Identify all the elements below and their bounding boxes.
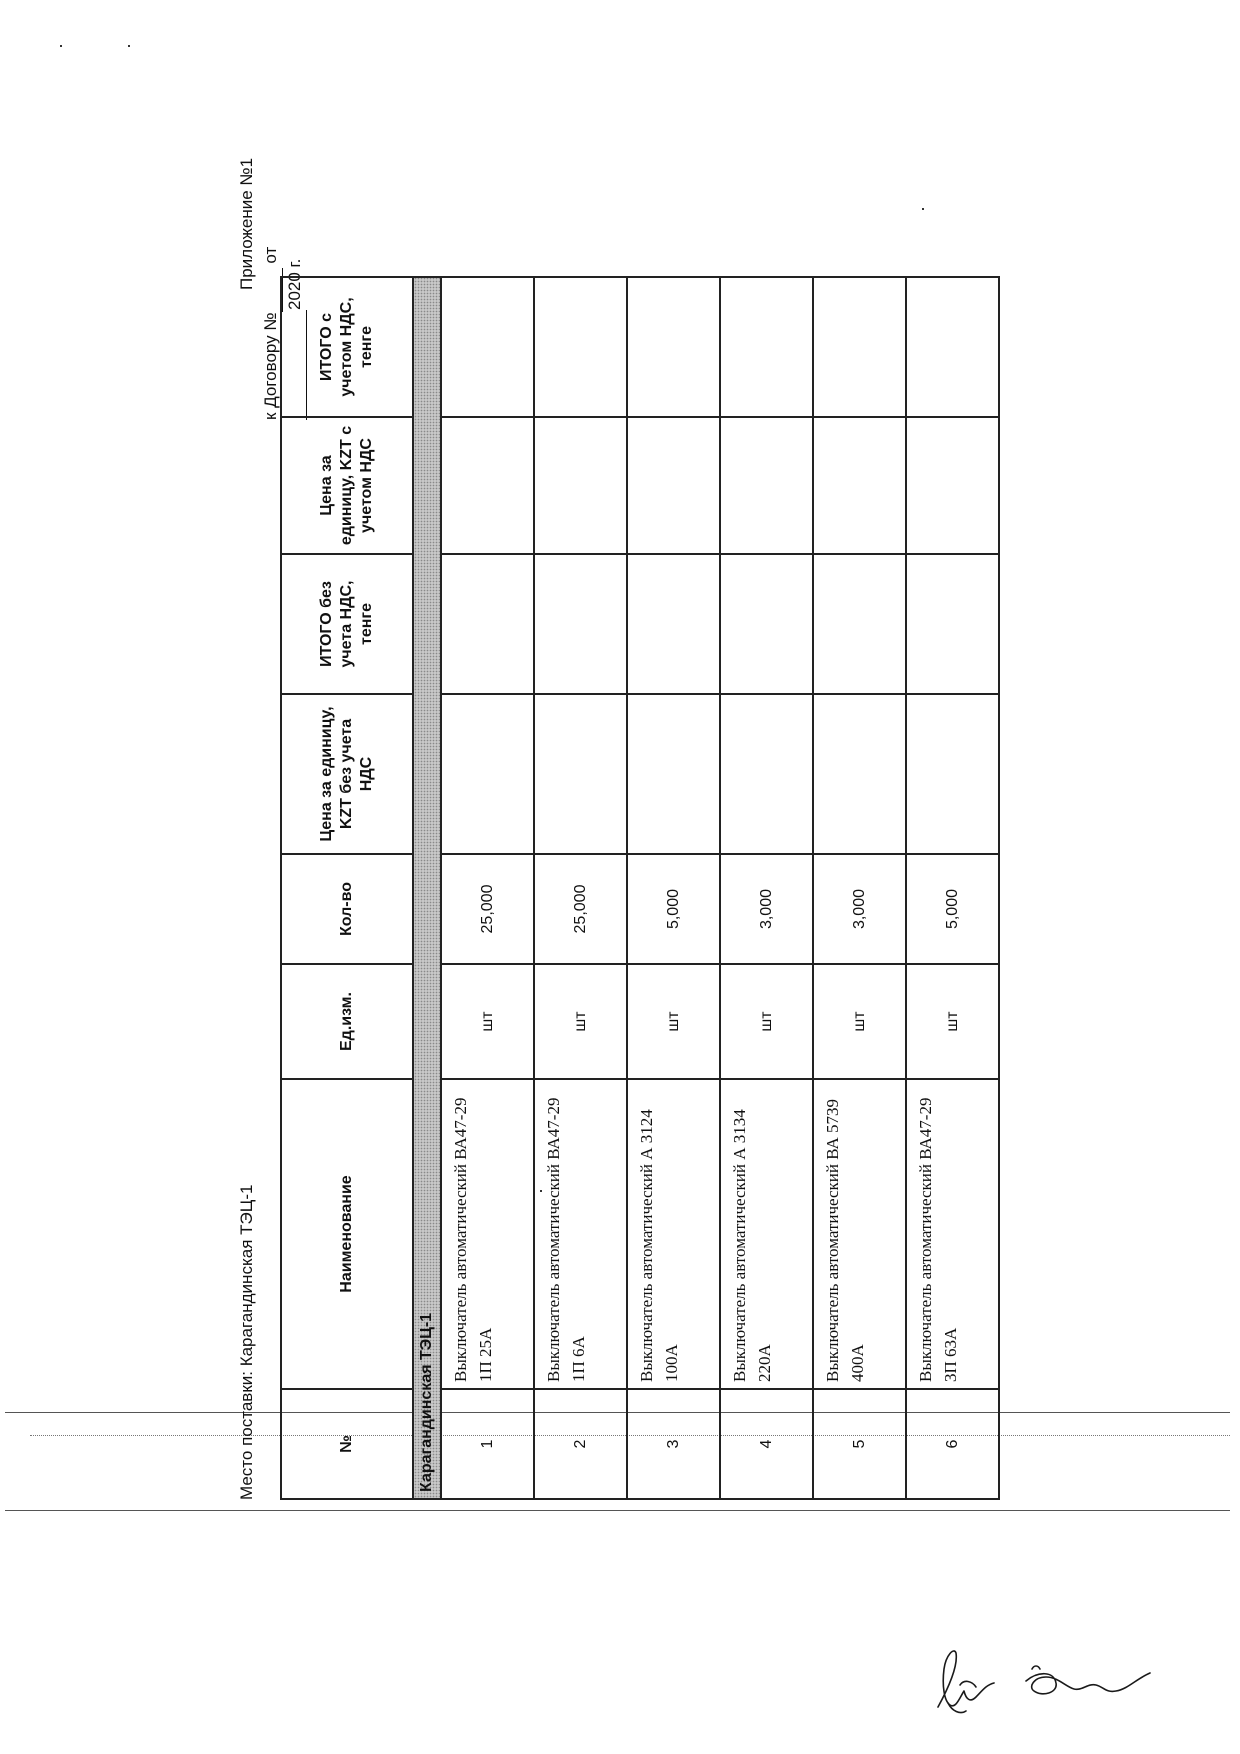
table-row: [534, 277, 627, 1499]
item-name: Выключатель автоматический ВА47-29 1П 6А: [534, 1079, 627, 1389]
item-name: Выключатель автоматический ВА47-29 3П 63А: [906, 1079, 999, 1389]
item-unit: шт: [534, 964, 627, 1079]
table-row: [627, 277, 720, 1499]
item-name: Выключатель автоматический А 3134 220А: [720, 1079, 813, 1389]
specification-table: [280, 276, 1000, 1500]
table-row: [906, 277, 999, 1499]
item-price: [813, 694, 906, 854]
item-quantity: 3,000: [720, 854, 813, 964]
item-price-vat: [720, 417, 813, 554]
table-row: [720, 277, 813, 1499]
section-row: [413, 277, 441, 1499]
rotated-sheet: [235, 157, 961, 1500]
row-number: 5: [813, 1389, 906, 1499]
item-name: Выключатель автоматический ВА 5739 400А: [813, 1079, 906, 1389]
row-number: 4: [720, 1389, 813, 1499]
item-price-vat: [534, 417, 627, 554]
item-quantity: 5,000: [906, 854, 999, 964]
row-number: 1: [441, 1389, 534, 1499]
item-total: [906, 554, 999, 694]
column-header: Цена за единицу, KZT с учетом НДС: [281, 417, 413, 554]
item-name: Выключатель автоматический ВА47-29 1П 25А: [441, 1079, 534, 1389]
item-price: [906, 694, 999, 854]
row-number: 6: [906, 1389, 999, 1499]
column-header: ИТОГО без учета НДС, тенге: [281, 554, 413, 694]
item-total: [720, 554, 813, 694]
column-header: Ед.изм.: [281, 964, 413, 1079]
item-total: [534, 554, 627, 694]
item-unit: шт: [813, 964, 906, 1079]
item-total-vat: [441, 277, 534, 417]
item-name: Выключатель автоматический А 3124 100А: [627, 1079, 720, 1389]
item-unit: шт: [720, 964, 813, 1079]
row-number: 2: [534, 1389, 627, 1499]
item-price-vat: [906, 417, 999, 554]
appendix-title: Приложение №1: [237, 157, 256, 290]
item-total: [813, 554, 906, 694]
column-header: Кол-во: [281, 854, 413, 964]
item-total-vat: [813, 277, 906, 417]
item-unit: шт: [906, 964, 999, 1079]
table-header-row: [281, 277, 413, 1499]
item-price: [534, 694, 627, 854]
scan-speck: [128, 45, 130, 47]
item-price-vat: [441, 417, 534, 554]
item-total-vat: [534, 277, 627, 417]
item-quantity: 25,000: [441, 854, 534, 964]
item-unit: шт: [441, 964, 534, 1079]
item-total-vat: [720, 277, 813, 417]
item-total-vat: [906, 277, 999, 417]
supply-place-line: Место поставки: Карагандинская ТЭЦ-1: [237, 1184, 256, 1500]
column-header: №: [281, 1389, 413, 1499]
section-label: Карагандинская ТЭЦ-1: [413, 277, 441, 1499]
appendix-contract-prefix: к Договору №: [261, 312, 280, 420]
item-quantity: 25,000: [534, 854, 627, 964]
item-price: [441, 694, 534, 854]
item-total-vat: [627, 277, 720, 417]
item-quantity: 3,000: [813, 854, 906, 964]
item-price: [720, 694, 813, 854]
item-unit: шт: [627, 964, 720, 1079]
row-number: 3: [627, 1389, 720, 1499]
scan-speck: [922, 208, 924, 210]
appendix-year: 2020 г.: [285, 258, 304, 310]
item-price-vat: [627, 417, 720, 554]
item-price-vat: [813, 417, 906, 554]
item-total: [441, 554, 534, 694]
column-header: Цена за единицу, KZT без учета НДС: [281, 694, 413, 854]
appendix-contract-suffix: от: [261, 246, 280, 264]
item-quantity: 5,000: [627, 854, 720, 964]
table-row: [813, 277, 906, 1499]
scan-speck: [60, 45, 62, 47]
scan-rule-lower: [5, 1510, 1230, 1511]
handwritten-signature: [930, 1645, 1160, 1720]
column-header: Наименование: [281, 1079, 413, 1389]
item-price: [627, 694, 720, 854]
column-header: ИТОГО с учетом НДС, тенге: [281, 277, 413, 417]
item-total: [627, 554, 720, 694]
table-row: [441, 277, 534, 1499]
